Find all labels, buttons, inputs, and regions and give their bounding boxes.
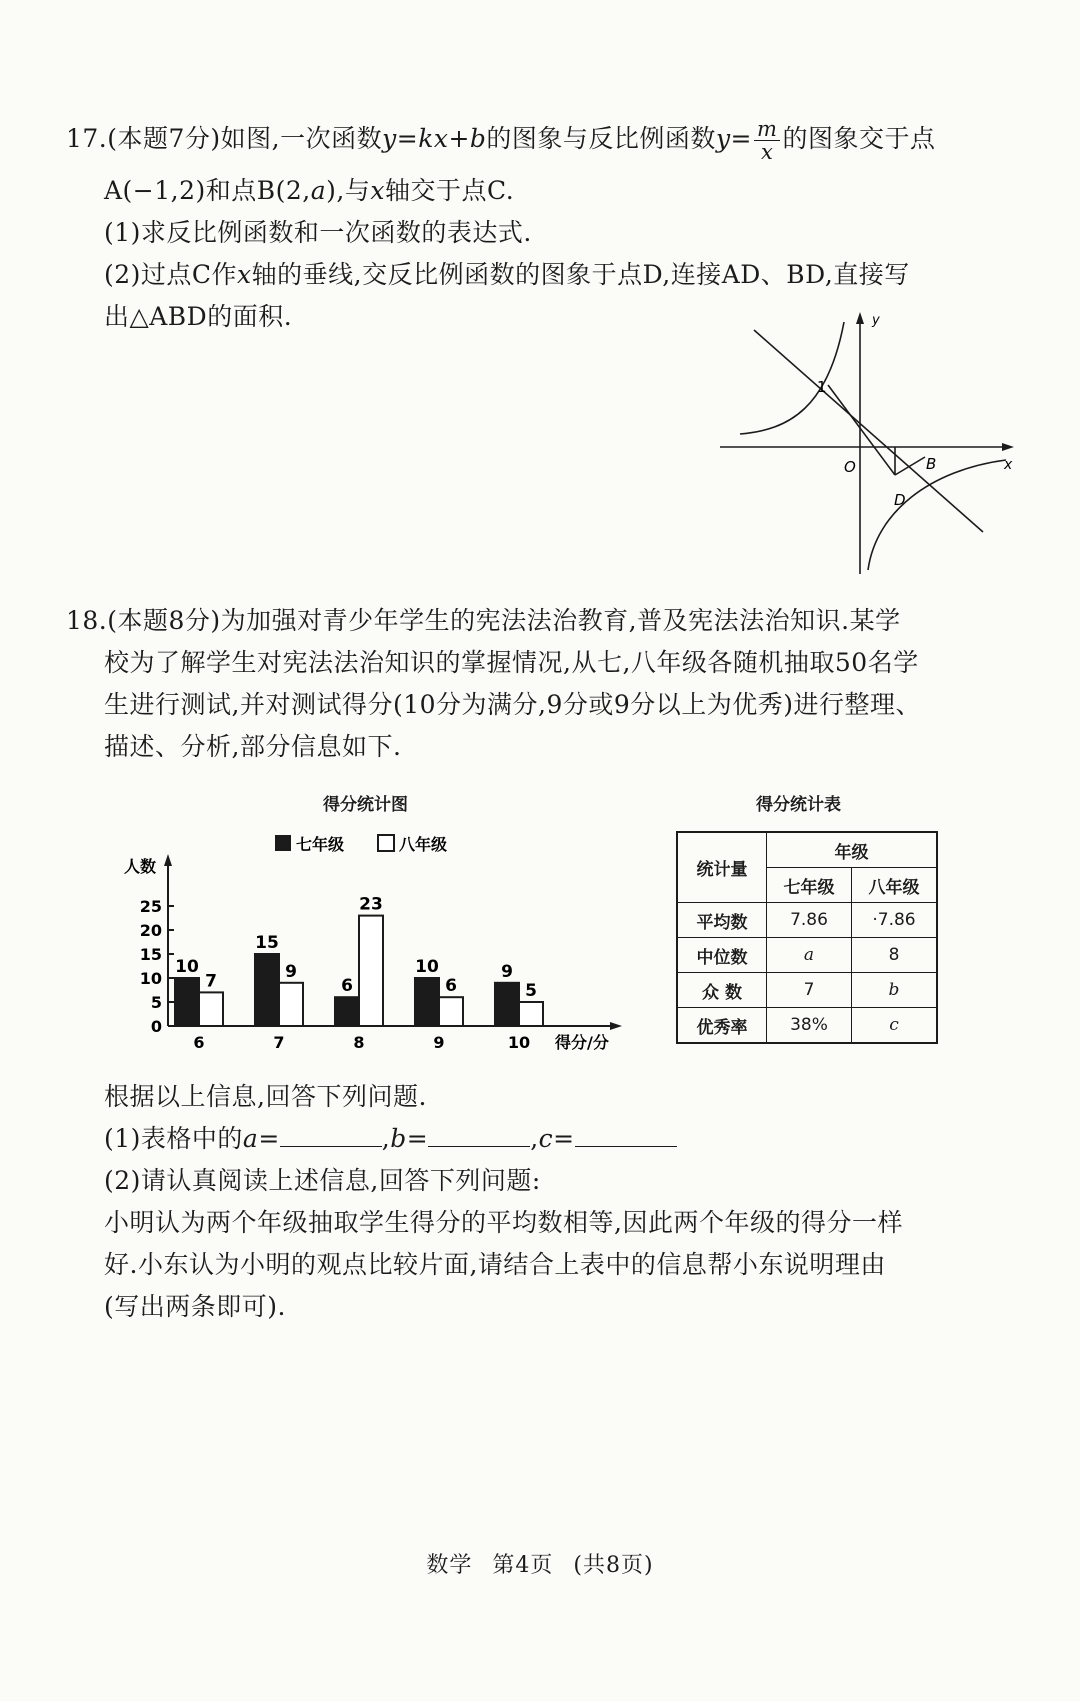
x-tick-label: 9 (433, 1033, 445, 1050)
footer-page: 第4页 (492, 1553, 554, 1578)
function-graph-figure (720, 312, 1020, 582)
answer-blank-a[interactable] (280, 1122, 382, 1147)
y-tick-label: 5 (150, 993, 162, 1012)
label-one: 1 (817, 378, 827, 396)
bar (335, 997, 359, 1026)
linear-expr: y=kx+b (382, 124, 487, 153)
q17-part1: (1)求反比例函数和一次函数的表达式. (104, 218, 532, 247)
y-axis-label: 人数 (124, 857, 157, 876)
bar (415, 978, 439, 1026)
segment-bd (895, 457, 925, 475)
table-row: 平均数 7.86 ·7.86 (677, 903, 937, 938)
legend-swatch-grade8 (378, 835, 394, 851)
legend-label-grade7: 七年级 (296, 835, 345, 854)
q17-part2: (2)过点C作x轴的垂线,交反比例函数的图象于点D,连接AD、BD,直接写 (104, 260, 910, 289)
table-col-grade7: 七年级 (767, 868, 852, 903)
q18-line4: 描述、分析,部分信息如下. (104, 732, 402, 761)
table-title: 得分统计表 (756, 795, 841, 815)
legend-swatch-grade7 (275, 835, 291, 851)
q17-line1: 17.(本题7分)如图,一次函数y=kx+b的图象与反比例函数y= $\frac{m}{x}$ 的图象交于点 (66, 117, 936, 164)
x-tick-label: 7 (273, 1033, 285, 1050)
bar-value-label: 15 (255, 933, 279, 953)
table-corner: 统计量 (677, 832, 767, 903)
answer-blank-b[interactable] (428, 1122, 530, 1147)
bar-value-label: 10 (415, 957, 439, 977)
hyperbola-branch-left (740, 322, 844, 434)
score-stat-table (676, 831, 938, 1044)
hyperbola-branch-right (868, 460, 1006, 570)
linear-function-line (754, 330, 983, 532)
bar (359, 916, 383, 1026)
bar (519, 1002, 543, 1026)
bar (495, 983, 519, 1026)
y-axis-arrow (856, 312, 864, 324)
q18-line2: 校为了解学生对宪法法治知识的掌握情况,从七,八年级各随机抽取50名学 (104, 648, 919, 677)
x-tick-label: 6 (193, 1033, 205, 1050)
label-b: B (926, 455, 937, 473)
bar (175, 978, 199, 1026)
q17-number: 17. (66, 124, 108, 153)
table-group-header: 年级 (767, 832, 938, 868)
q18-part2-line1: 小明认为两个年级抽取学生得分的平均数相等,因此两个年级的得分一样 (104, 1208, 903, 1237)
bar (439, 997, 463, 1026)
chart-title: 得分统计图 (323, 795, 408, 815)
table-row: 优秀率 38% c (677, 1008, 937, 1044)
x-tick-label: 10 (507, 1033, 531, 1050)
answer-blank-c[interactable] (575, 1122, 677, 1147)
bar (255, 954, 279, 1026)
bar-value-label: 9 (501, 961, 513, 982)
label-origin: O (844, 458, 856, 476)
q18-part2-line3: (写出两条即可). (104, 1292, 286, 1321)
label-y: y (872, 313, 880, 328)
table-row: 众 数 7 b (677, 973, 937, 1008)
label-d: D (894, 491, 906, 509)
y-tick-label: 15 (139, 945, 162, 964)
q18-part1: (1)表格中的a= ,b= ,c= (104, 1122, 677, 1156)
bar-value-label: 7 (205, 971, 217, 992)
q18-part2-line2: 好.小东认为小明的观点比较片面,请结合上表中的信息帮小东说明理由 (104, 1250, 886, 1279)
bar-value-label: 6 (445, 976, 457, 997)
chart-x-axis-arrow (610, 1022, 622, 1030)
y-tick-label: 10 (139, 969, 162, 988)
footer-subject: 数学 (426, 1553, 473, 1578)
page-footer (0, 1548, 1080, 1579)
q18-line3: 生进行测试,并对测试得分(10分为满分,9分或9分以上为优秀)进行整理、 (104, 690, 922, 719)
bar-value-label: 10 (175, 957, 199, 977)
footer-total: (共8页) (573, 1553, 654, 1578)
q17-part2-cont: 出△ABD的面积. (104, 302, 293, 331)
x-tick-label: 8 (353, 1033, 365, 1050)
inverse-fraction: $\frac{m}{x}$ (754, 118, 780, 163)
score-bar-chart (110, 820, 630, 1050)
table-col-grade8: 八年级 (852, 868, 938, 903)
q17-line2: A(−1,2)和点B(2,a),与x轴交于点C. (104, 176, 515, 205)
table-row: 中位数 a 8 (677, 938, 937, 973)
q18-line1: 18.(本题8分)为加强对青少年学生的宪法法治教育,普及宪法法治知识.某学 (66, 606, 901, 635)
bar (199, 992, 223, 1026)
segment-ad (828, 385, 895, 475)
bar-value-label: 6 (341, 976, 353, 997)
q18-after: 根据以上信息,回答下列问题. (104, 1082, 427, 1111)
bar-value-label: 23 (359, 894, 383, 915)
bar-value-label: 9 (285, 961, 297, 982)
y-tick-label: 25 (139, 897, 162, 916)
bar-value-label: 5 (525, 981, 537, 1001)
x-axis-arrow (1002, 443, 1014, 451)
y-tick-label: 0 (150, 1017, 162, 1036)
bar (279, 983, 303, 1026)
label-x: x (1004, 457, 1013, 473)
q18-part2: (2)请认真阅读上述信息,回答下列问题: (104, 1166, 541, 1195)
q18-number: 18. (66, 606, 108, 635)
x-axis-label: 得分/分 (555, 1033, 609, 1050)
y-tick-label: 20 (139, 921, 162, 940)
chart-y-axis-arrow (164, 854, 172, 866)
legend-label-grade8: 八年级 (399, 835, 448, 854)
